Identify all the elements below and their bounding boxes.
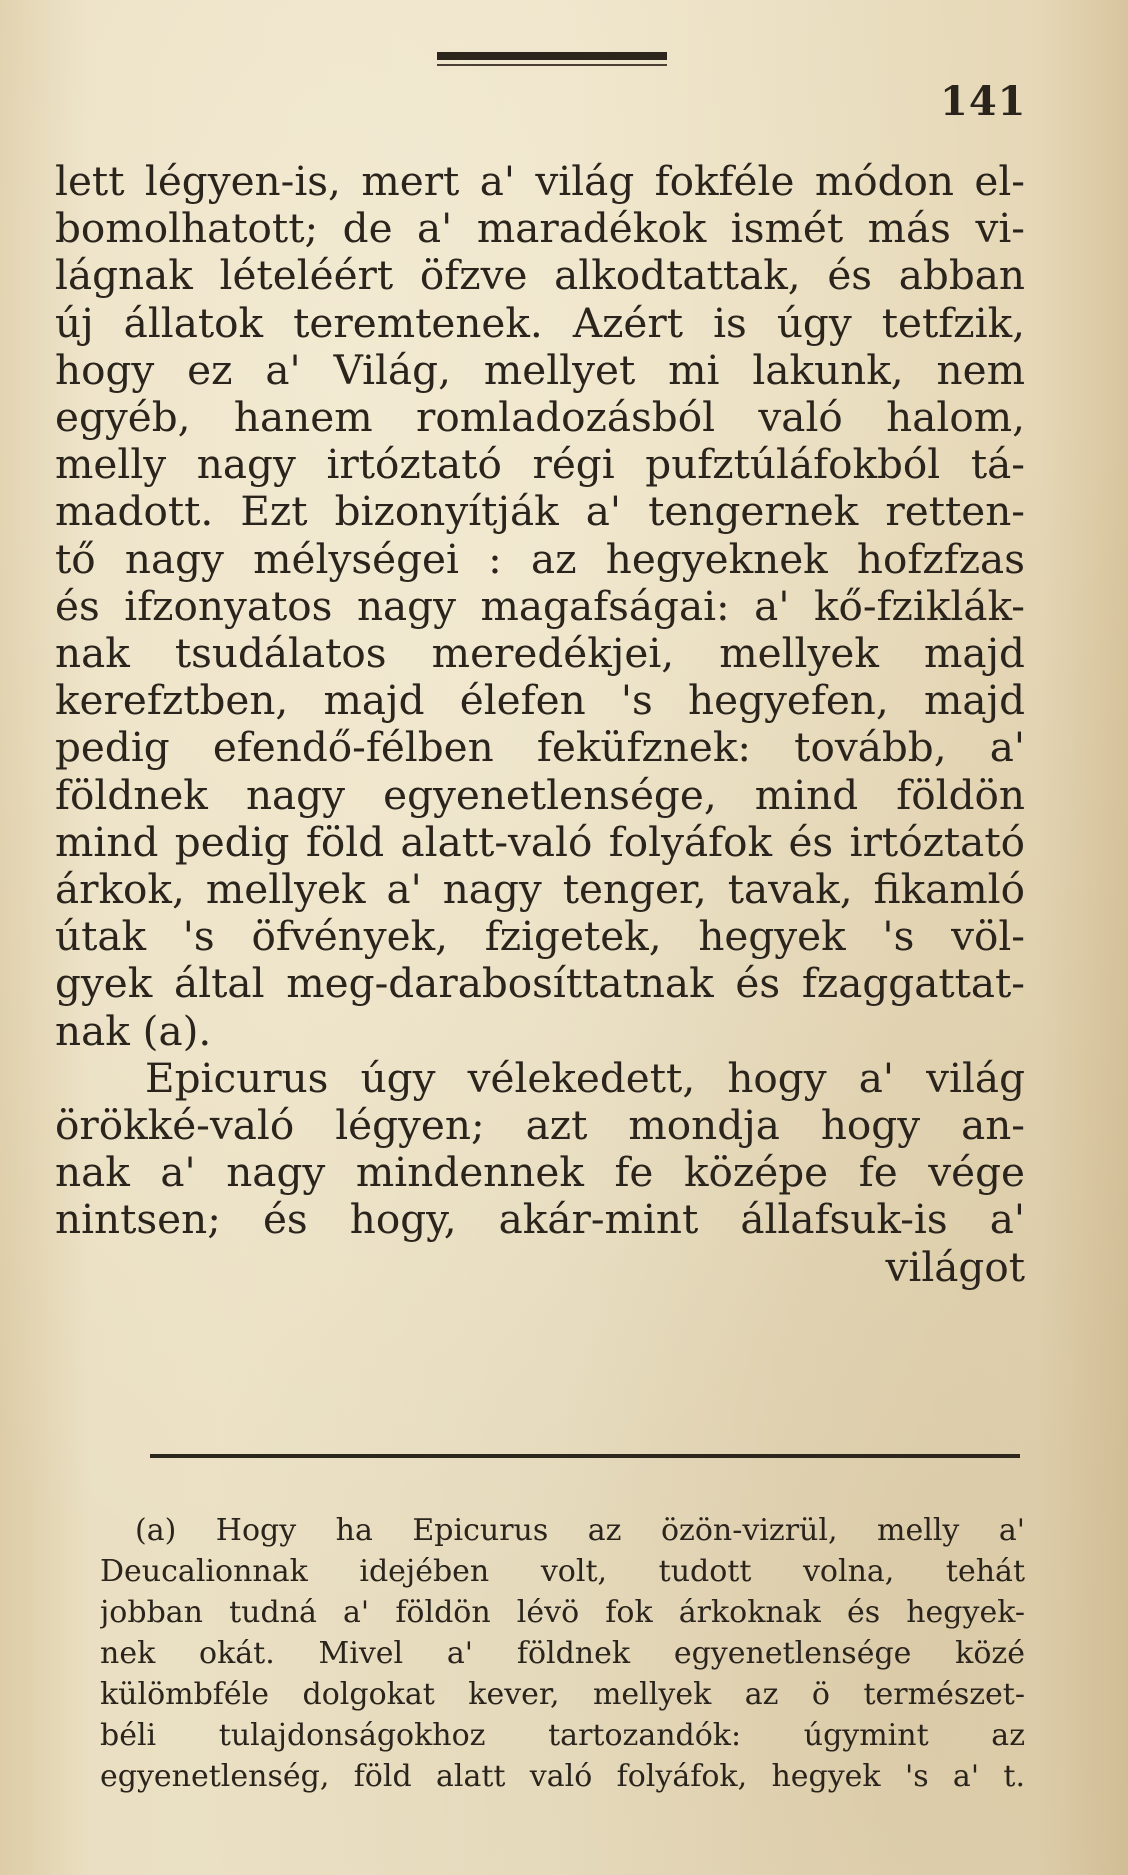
text-line: árkok, mellyek a' nagy tenger, tavak, fikamló — [55, 866, 1025, 914]
footnote-line: (a) Hogy ha Epicurus az özön-vizrül, melly a' — [135, 1513, 1025, 1548]
text-line: Epicurus úgy vélekedett, hogy a' világ — [145, 1054, 1025, 1102]
text-line: mind pedig föld alatt-való folyáfok és irtóztató — [55, 818, 1025, 866]
text-line: hogy ez a' Világ, mellyet mi lakunk, nem — [55, 346, 1025, 394]
text-line: nintsen; és hogy, akár-mint állafsuk-is a' — [55, 1196, 1025, 1244]
page-number: 141 — [940, 78, 1027, 125]
catchword: világot — [885, 1243, 1025, 1291]
footnote — [100, 1510, 1025, 1797]
text-line: gyek által meg-darabosíttatnak és fzaggattat- — [55, 960, 1025, 1008]
text-line: melly nagy irtóztató régi pufztúláfokból tá- — [55, 441, 1025, 489]
header-rule — [437, 52, 667, 60]
footnote-line: béli tulajdonságokhoz tartozandók: úgymint az — [100, 1718, 1025, 1753]
text-line: bomolhatott; de a' maradékok ismét más vi- — [55, 205, 1025, 253]
text-line: nak (a). — [55, 1007, 212, 1055]
footnote-line: nek okát. Mivel a' földnek egyenetlensége közé — [100, 1636, 1025, 1671]
footnote-line: jobban tudná a' földön lévö fok árkoknak és hegyek- — [100, 1595, 1025, 1630]
footnote-line: külömbféle dolgokat kever, mellyek az ö természet- — [100, 1677, 1025, 1712]
text-line: kerefztben, majd élefen 's hegyefen, majd — [55, 677, 1025, 725]
header-rule-thin — [437, 64, 667, 66]
main-text — [55, 158, 1025, 1291]
text-line: lett légyen-is, mert a' világ fokféle módon el- — [55, 158, 1025, 205]
text-line: tő nagy mélységei : az hegyeknek hofzfzas — [55, 535, 1025, 583]
text-line: útak 's öfvények, fzigetek, hegyek 's völ- — [55, 913, 1025, 961]
text-line: új állatok teremtenek. Azért is úgy tetfzik, — [55, 299, 1025, 347]
text-line: madott. Ezt bizonyítják a' tengernek retten- — [55, 488, 1025, 536]
text-line: és ifzonyatos nagy magafságai: a' kő-fziklák- — [55, 582, 1025, 630]
text-line: nak a' nagy mindennek fe középe fe vége — [55, 1149, 1025, 1197]
text-line: nak tsudálatos meredékjei, mellyek majd — [55, 630, 1025, 678]
text-line: egyéb, hanem romladozásból való halom, — [55, 394, 1025, 442]
footnote-line: egyenetlenség, föld alatt való folyáfok, hegyek 's a' t. — [100, 1759, 1025, 1794]
text-line: örökké-való légyen; azt mondja hogy an- — [55, 1102, 1025, 1150]
text-line: pedig efendő-félben feküfznek: tovább, a' — [55, 724, 1025, 772]
text-line: lágnak lételéért öfzve alkodtattak, és abban — [55, 252, 1025, 300]
text-line: földnek nagy egyenetlensége, mind földön — [55, 771, 1025, 819]
footnote-line: Deucalionnak idejében volt, tudott volna, tehát — [100, 1554, 1025, 1589]
footnote-rule — [150, 1454, 1020, 1458]
